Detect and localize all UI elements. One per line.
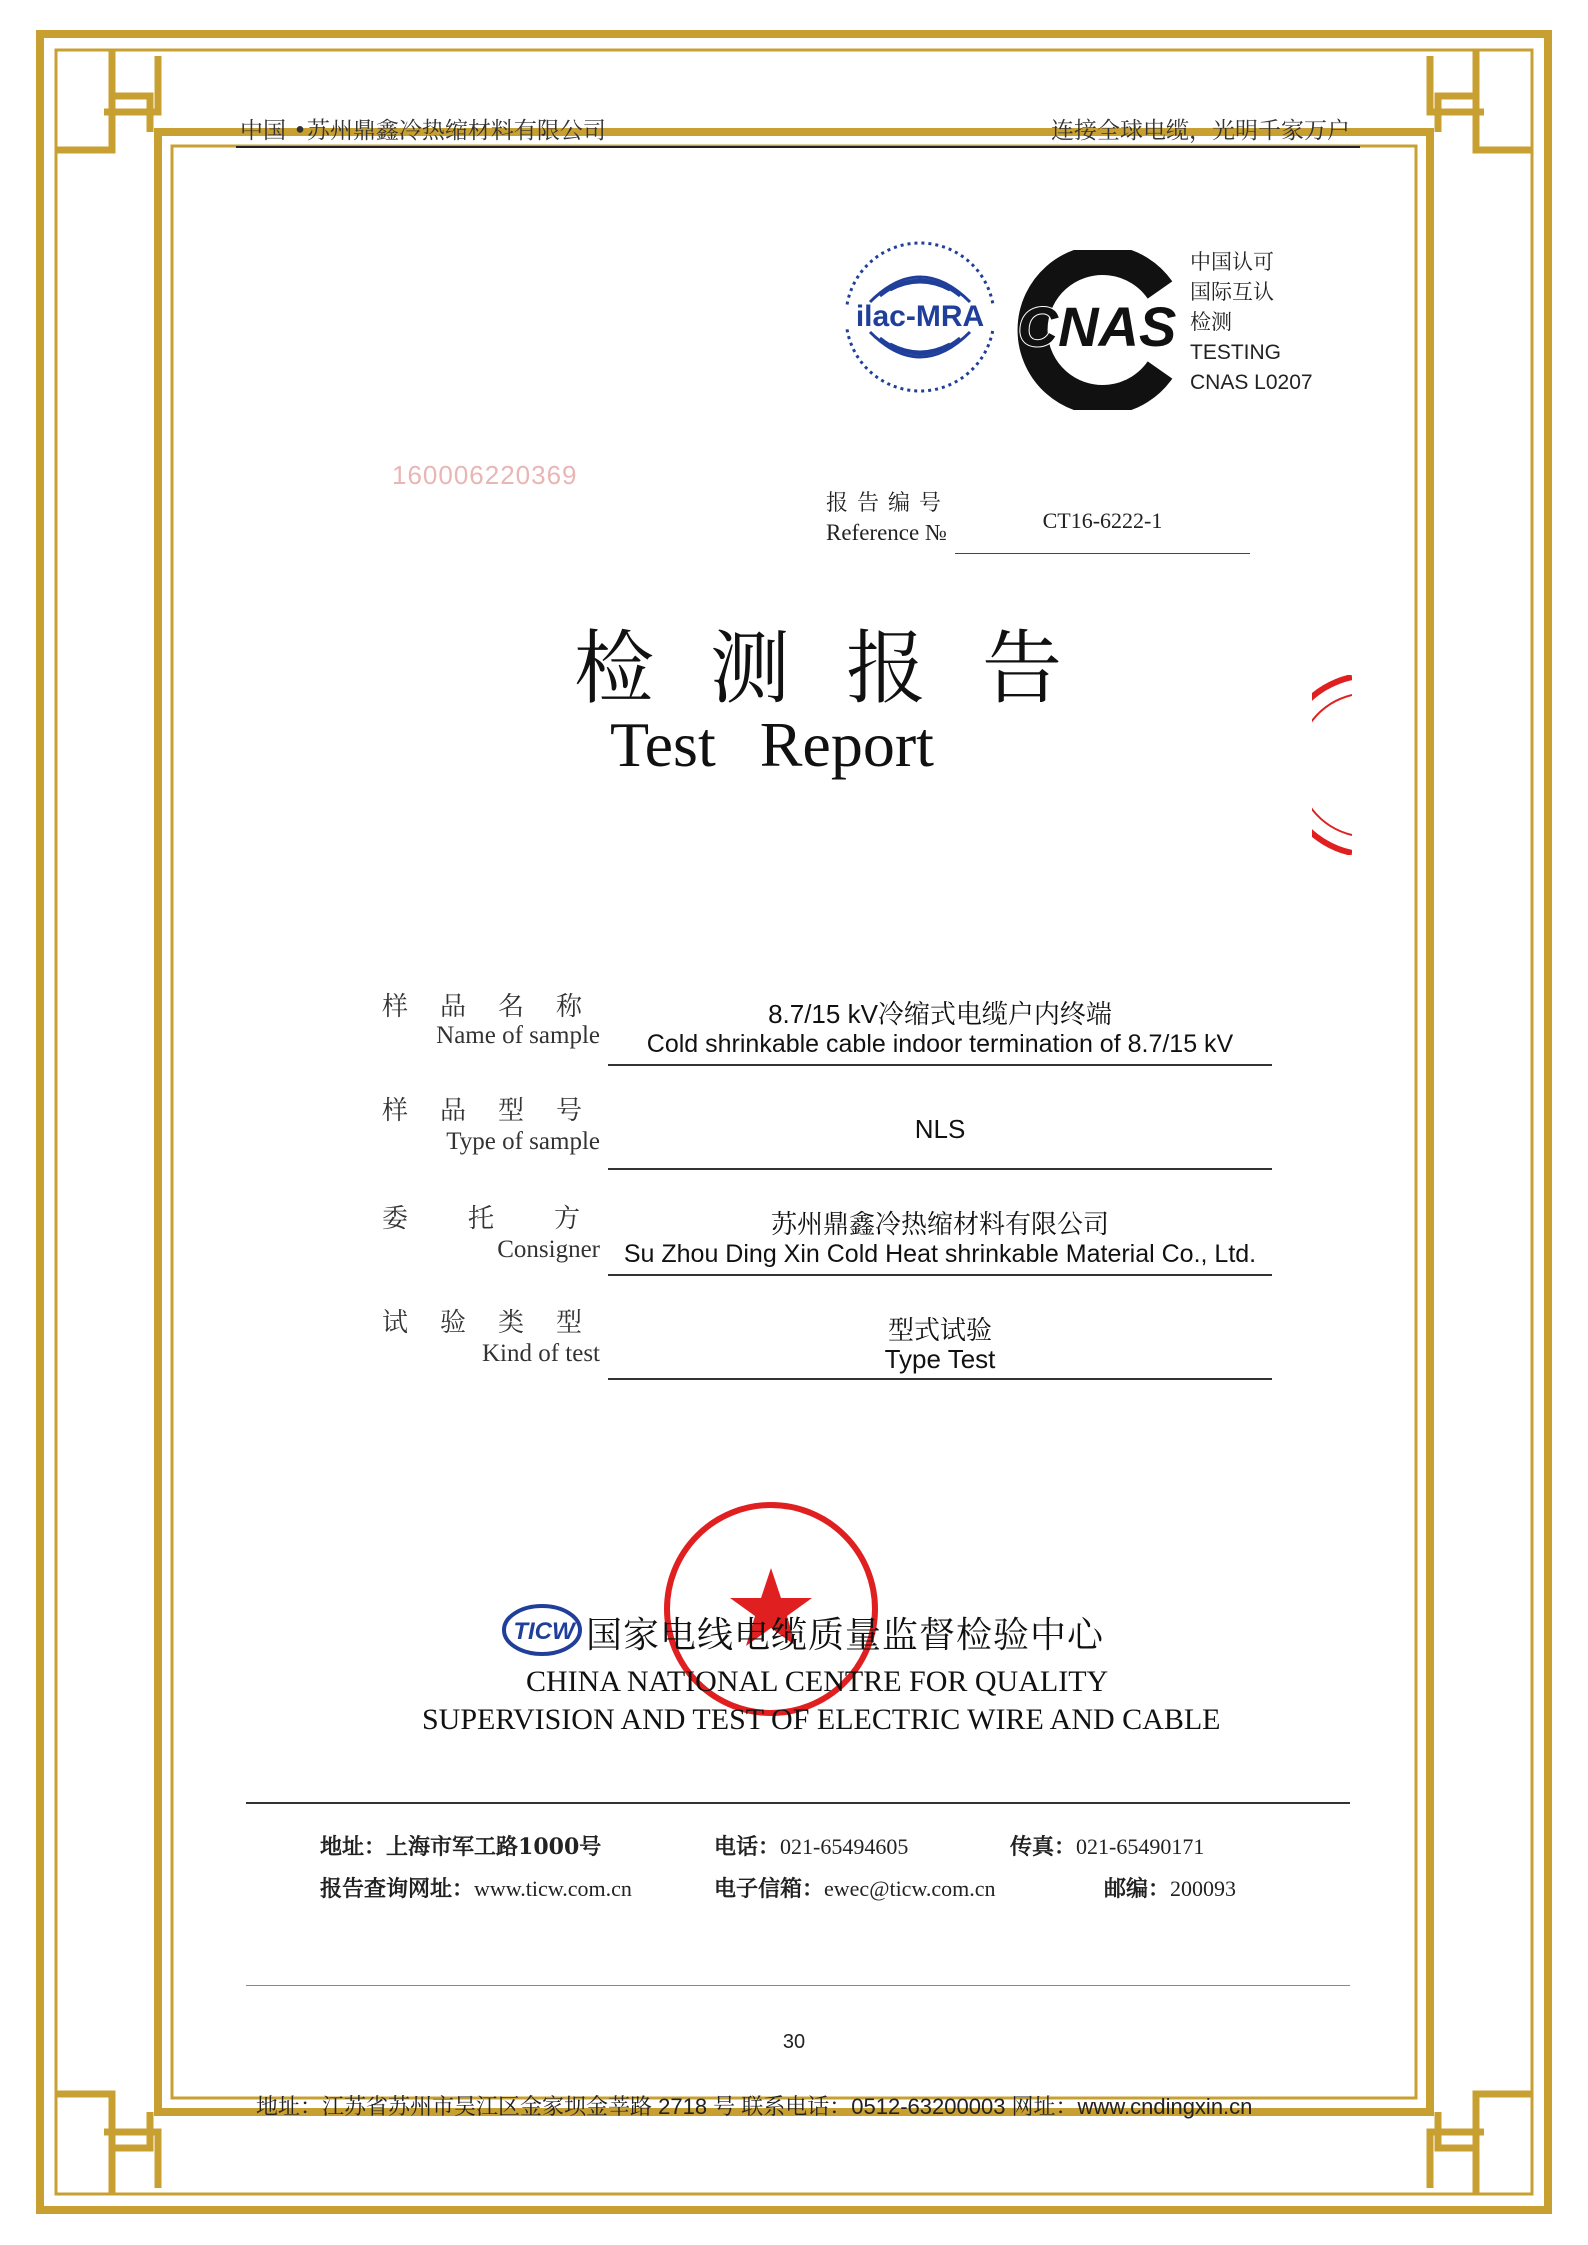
header-company: 中国 •苏州鼎鑫冷热缩材料有限公司 — [240, 118, 606, 144]
page-number: 30 — [782, 2031, 806, 2053]
cnas-logo-icon — [1010, 250, 1185, 410]
field-underline — [608, 1168, 1272, 1170]
ilac-mra-logo-icon — [840, 232, 1000, 402]
field-label-cn: 样品型号 — [382, 1096, 615, 1126]
centre-name-en-line1: CHINA NATIONAL CENTRE FOR QUALITY — [526, 1665, 1109, 1698]
field-value-en: Type Test — [884, 1344, 996, 1374]
web-label: 报告查询网址： — [320, 1876, 475, 1902]
postcode-value: 200093 — [1170, 1876, 1237, 1901]
field-value-cn: 8.7/15 kV冷缩式电缆户内终端 — [768, 999, 1112, 1029]
email-label: 电子信箱： — [714, 1876, 825, 1902]
reference-value: CT16-6222-1 — [1042, 508, 1163, 533]
cnas-line: 国际互认 — [1190, 281, 1274, 304]
fax-value: 021-65490171 — [1076, 1834, 1205, 1859]
cnas-line: 中国认可 — [1190, 251, 1274, 274]
cnas-line: 检测 — [1190, 311, 1232, 334]
fax-label: 传真： — [1010, 1834, 1077, 1860]
field-underline — [608, 1274, 1272, 1276]
reference-underline — [955, 553, 1250, 554]
field-value-en: Su Zhou Ding Xin Cold Heat shrinkable Material Co., Ltd. — [623, 1240, 1257, 1268]
contact-address — [320, 1830, 601, 1861]
footer-contact: 地址：江苏省苏州市吴江区金家坝金莘路 2718 号 联系电话：0512-63200003 网址：www.cndingxin.cn — [256, 2094, 1253, 2119]
field-value-cn: 型式试验 — [887, 1315, 992, 1345]
field-underline — [608, 1378, 1272, 1380]
contact-postcode — [1104, 1872, 1236, 1903]
seal-fragment-icon — [1312, 675, 1352, 855]
postcode-label: 邮编： — [1104, 1876, 1171, 1902]
header-slogan: 连接全球电缆，光明千家万户 — [1051, 118, 1350, 144]
title-cn: 检测报告 — [574, 622, 1118, 715]
reference-label-cn: 报告编号 — [826, 491, 951, 516]
web-value: www.ticw.com.cn — [474, 1876, 632, 1901]
field-underline — [608, 1064, 1272, 1066]
phone-value: 021-65494605 — [780, 1834, 909, 1859]
field-value-en: NLS — [914, 1114, 966, 1144]
contact-phone — [714, 1830, 908, 1861]
ilac-logo-text: ilac-MRA — [855, 300, 985, 333]
field-label-en: Kind of test — [481, 1340, 600, 1367]
field-value-cn: 苏州鼎鑫冷热缩材料有限公司 — [770, 1209, 1109, 1239]
contact-web — [320, 1872, 632, 1903]
contact-fax — [1010, 1830, 1204, 1861]
field-label-en: Type of sample — [446, 1128, 600, 1155]
field-label-en: Name of sample — [436, 1022, 600, 1049]
ticw-logo-text: TICW — [513, 1618, 575, 1645]
reference-label-en: Reference № — [826, 520, 947, 545]
cnas-accreditation-text — [1190, 248, 1313, 398]
address-value: 上海市军工路1000号 — [386, 1834, 602, 1860]
separator-line — [246, 1985, 1350, 1986]
address-label: 地址： — [320, 1834, 387, 1860]
centre-name-cn: 国家电线电缆质量监督检验中心 — [586, 1614, 1105, 1655]
email-value: ewec@ticw.com.cn — [824, 1876, 996, 1901]
ticw-logo-icon — [502, 1604, 582, 1656]
header-rule — [236, 146, 1360, 148]
cnas-line: TESTING — [1190, 341, 1282, 364]
field-value-en: Cold shrinkable cable indoor termination of 8.7/15 kV — [646, 1030, 1234, 1058]
title-en: Test Report — [610, 709, 934, 780]
field-label-cn: 委托方 — [382, 1204, 641, 1234]
separator-line — [246, 1802, 1350, 1804]
field-label-cn: 样品名称 — [382, 992, 615, 1022]
centre-name-en-line2: SUPERVISION AND TEST OF ELECTRIC WIRE AND CABLE — [422, 1703, 1221, 1736]
field-label-en: Consigner — [497, 1236, 600, 1263]
cnas-logo-text: CNAS — [1017, 295, 1177, 358]
stamp-serial-number: 160006220369 — [392, 460, 578, 490]
phone-label: 电话： — [714, 1834, 781, 1860]
contact-email — [714, 1872, 996, 1903]
cnas-line: CNAS L0207 — [1190, 371, 1313, 394]
field-label-cn: 试验类型 — [382, 1308, 615, 1338]
